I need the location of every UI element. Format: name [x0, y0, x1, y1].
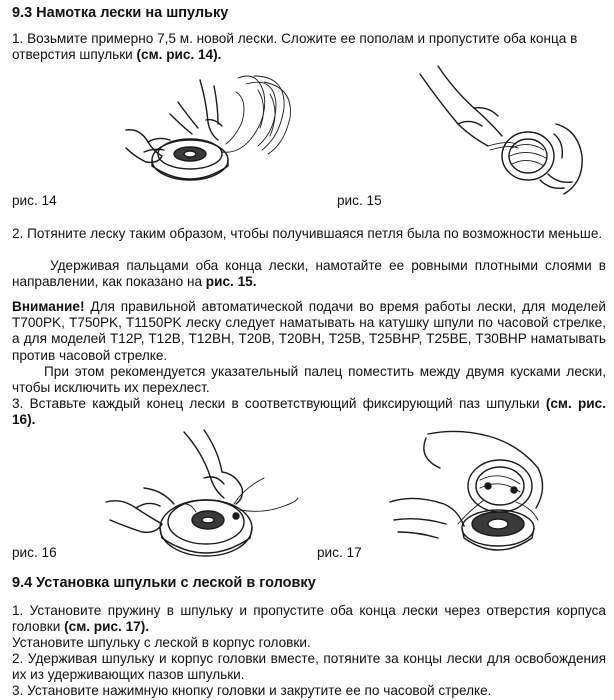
- fig-16-caption: рис. 16: [12, 545, 57, 560]
- step-2-paragraph: 2. Потяните леску таким образом, чтобы получившаяся петля была по возможности меньше.: [12, 226, 603, 241]
- warning-label: Внимание!: [12, 299, 85, 314]
- fig-17-reference: (см. рис. 17).: [64, 619, 150, 635]
- warning-text: Для правильной автоматической подачи во время работы лески, для моделей T700PK, T750PK, T1150PK леску следует наматывать на катушку шпули по часовой стрелке, а для моделей T12P, T12B, T12BH, T20B, T20BH, T25B, T25BHP, T25BE, T30BHP наматывать против часовой стрелке.: [12, 299, 606, 363]
- finger-tip-paragraph: При этом рекомендуется указательный палец поместить между двумя кусками лески, чтобы исключить их перехлест.: [12, 364, 606, 396]
- winding-paragraph: [12, 258, 606, 290]
- step-1-text: 1. Возьмите примерно 7,5 м. новой лески. Сложите ее пополам и пропустите оба конца в отверстия шпульки: [12, 31, 578, 63]
- install-step-3-paragraph: 3. Установите нажимную кнопку головки и закрутите ее по часовой стрелке.: [12, 683, 492, 698]
- install-step-1-text: 1. Установите пружину в шпульку и пропустите оба конца лески через отверстия корпуса головки: [12, 603, 606, 635]
- figure-14-illustration: [118, 70, 308, 200]
- warning-paragraph: [12, 299, 606, 364]
- step-1-paragraph: [12, 31, 606, 63]
- winding-text: Удерживая пальцами оба конца лески, намотайте ее ровными плотными слоями в направлении, как показано на: [12, 258, 606, 290]
- install-step-2-paragraph: 2. Удерживая шпульку и корпус головки вместе, потяните за концы лески для освобождения их из удерживающих пазов шпульки.: [12, 651, 606, 683]
- fig-15-caption: рис. 15: [337, 193, 382, 208]
- figure-16-illustration: [104, 428, 300, 564]
- fig-14-reference: (см. рис. 14).: [136, 47, 222, 63]
- fig-14-caption: рис. 14: [12, 193, 57, 208]
- figure-15-illustration: [378, 64, 600, 200]
- step-3-paragraph: [12, 396, 606, 428]
- fig-17-caption: рис. 17: [317, 545, 362, 560]
- install-spool-paragraph: Установите шпульку с леской в корпус головки.: [12, 635, 311, 650]
- install-step-1-paragraph: [12, 603, 606, 635]
- fig-16-reference: (см. рис. 16).: [12, 396, 606, 428]
- section-9-4-title: 9.4 Установка шпульки с леской в головку: [12, 575, 316, 591]
- figure-17-illustration: [388, 428, 558, 564]
- section-9-3-title: 9.3 Намотка лески на шпульку: [12, 5, 229, 21]
- fig-15-reference: рис. 15.: [205, 274, 257, 290]
- step-3-text: 3. Вставьте каждый конец лески в соответствующий фиксирующий паз шпульки: [12, 396, 546, 411]
